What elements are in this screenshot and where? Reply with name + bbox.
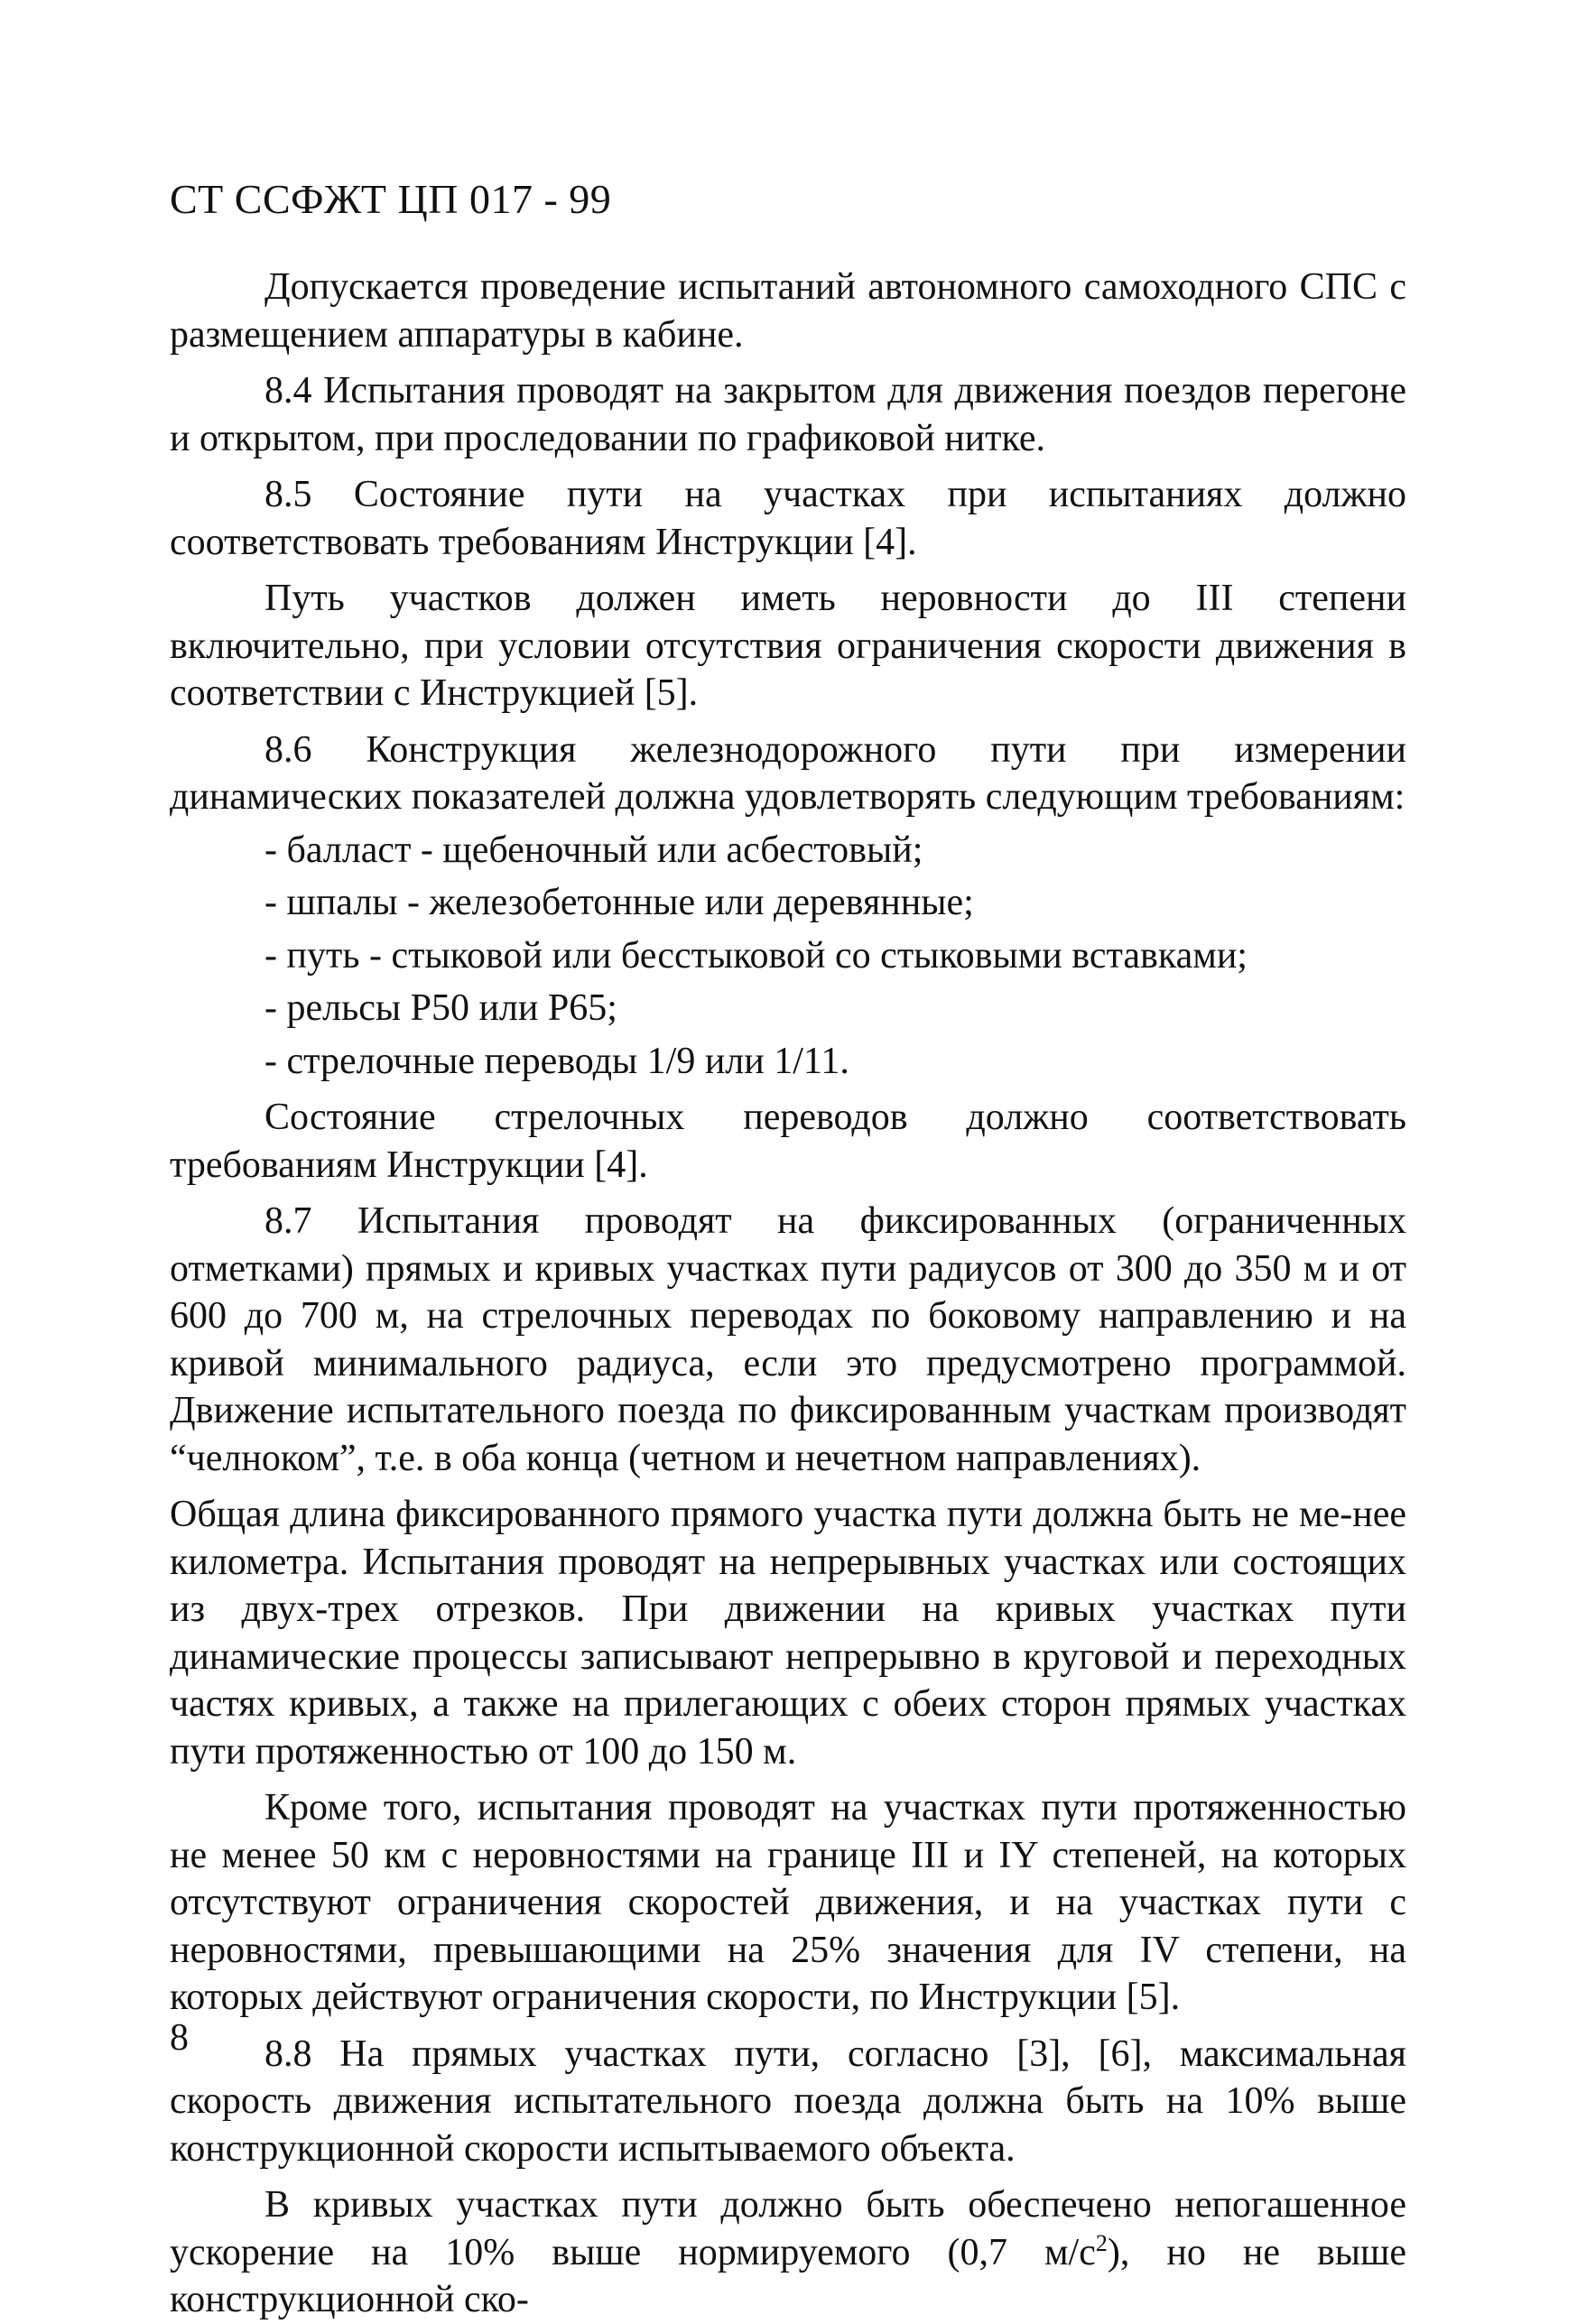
- list-item-track: - путь - стыковой или бесстыковой со стыковыми вставками;: [264, 934, 1248, 977]
- list-item-ballast: - балласт - щебеночный или асбестовый;: [264, 829, 923, 871]
- paragraph-track-unevenness: Путь участков должен иметь неровности до III степени включительно, при условии отсутствия ограничения скорости движения в соответствии с Инструкцией [5].: [170, 578, 1406, 714]
- paragraph-8-4: 8.4 Испытания проводят на закрытом для движения поездов перегоне и открытом, при проследовании по графиковой нитке.: [170, 370, 1406, 459]
- list-item-sleepers: - шпалы - железобетонные или деревянные;: [264, 882, 974, 923]
- document-body: [170, 264, 1406, 2324]
- paragraph-8-8: 8.8 На прямых участках пути, согласно [3], [6], максимальная скорость движения испытательного поезда должна быть на 10% выше конструкционной скорости испытываемого объекта.: [170, 2032, 1406, 2170]
- paragraph-curves-text-after: ), но не выше конструкционной ско-: [170, 2231, 1406, 2320]
- paragraph-8-7: 8.7 Испытания проводят на фиксированных (ограниченных отметками) прямых и кривых участках пути радиусов от 300 до 350 м и от 600 до 700 м, на стрелочных переводах по боковому направлению и на кривой минимального радиуса, если это предусмотрено программой. Движение испытательного поезда по фиксированным участкам производят “челноком”, т.е. в оба конца (четном и нечетном направлениях).: [170, 1200, 1406, 1479]
- document-header: СТ ССФЖТ ЦП 017 - 99: [170, 176, 612, 222]
- paragraph-total-length: Общая длина фиксированного прямого участка пути должна быть не ме-нее километра. Испытания проводят на непрерывных участках или состоящих из двух-трех отрезков. При движении на кривых участках пути динамические процессы записывают непрерывно в круговой и переходных частях кривых, а также на прилегающих с обеих сторон прямых участках пути протяженностью от 100 до 150 м.: [170, 1494, 1406, 1773]
- superscript-two: 2: [1095, 2229, 1108, 2256]
- paragraph-curves-text-before: В кривых участках пути должно быть обеспечено непогашенное ускорение на 10% выше нормируемого (0,7 м/с: [170, 2184, 1406, 2273]
- list-item-switches: - стрелочные переводы 1/9 или 1/11.: [264, 1040, 849, 1082]
- paragraph-1: Допускается проведение испытаний автономного самоходного СПС с размещением аппаратуры в кабине.: [170, 266, 1406, 356]
- paragraph-8-5: 8.5 Состояние пути на участках при испытаниях должно соответствовать требованиям Инструкции [4].: [170, 474, 1406, 563]
- paragraph-additional-tests: Кроме того, испытания проводят на участках пути протяженностью не менее 50 км с неровностями на границе III и IY степеней, на которых отсутствуют ограничения скоростей движения, и на участках пути с неровностями, превышающими на 25% значения для IV степени, на которых действуют ограничения скорости, по Инструкции [5].: [170, 1787, 1406, 2018]
- paragraph-8-6: 8.6 Конструкция железнодорожного пути при измерении динамических показателей должна удовлетворять следующим требованиям:: [170, 728, 1406, 818]
- paragraph-curves: [170, 2181, 1406, 2324]
- paragraph-switch-condition: Состояние стрелочных переводов должно соответствовать требованиям Инструкции [4].: [170, 1097, 1406, 1186]
- page-number: 8: [170, 2017, 189, 2059]
- list-item-rails: - рельсы Р50 или Р65;: [264, 987, 617, 1029]
